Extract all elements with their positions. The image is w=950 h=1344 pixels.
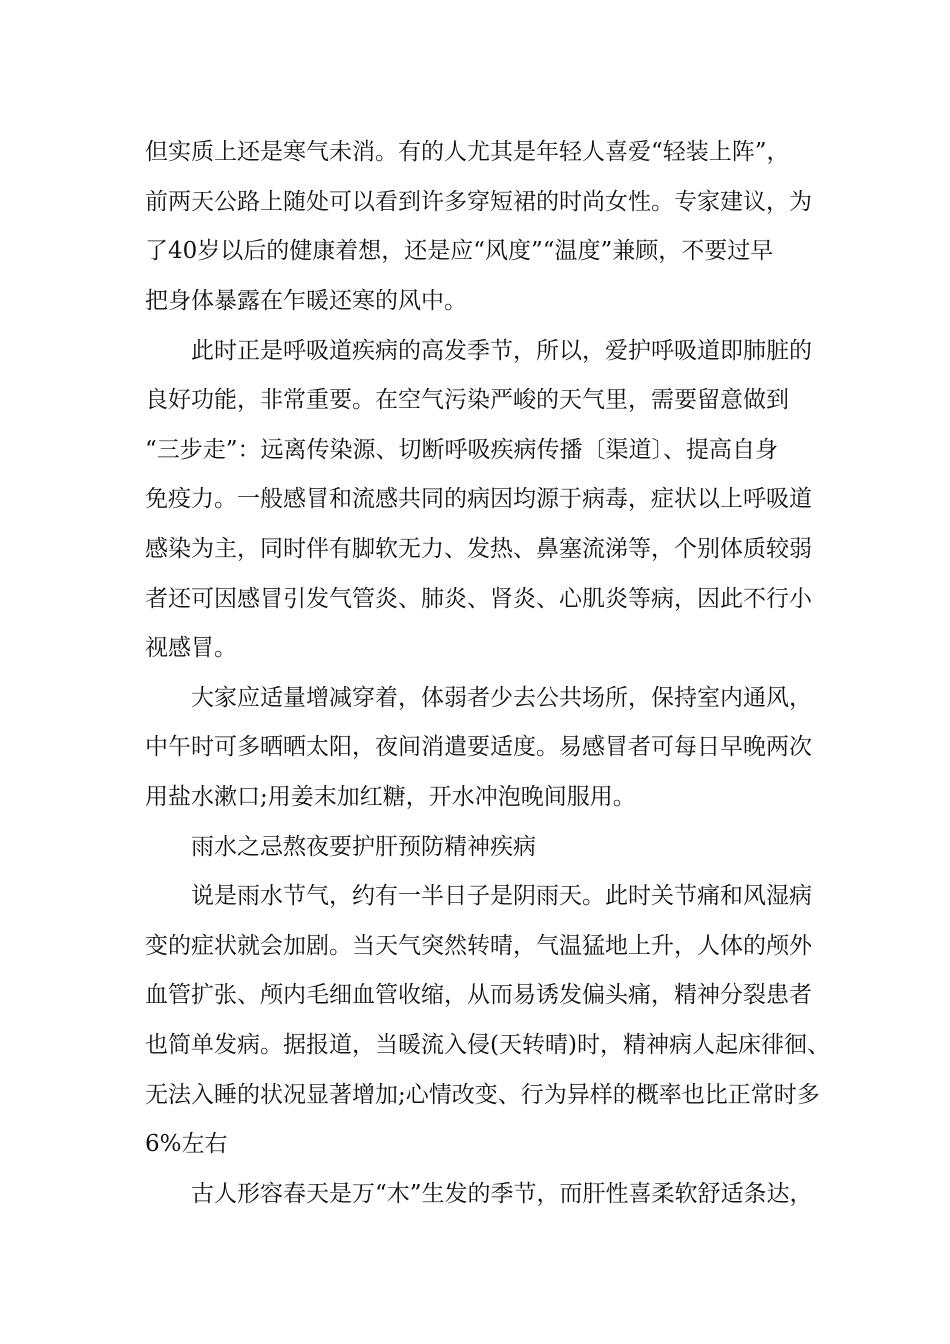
text-line: 者还可因感冒引发气管炎、肺炎、肾炎、心肌炎等病，因此不行小 [145, 586, 812, 612]
text-line: 变的症状就会加剧。当天气突然转晴，气温猛地上升，人体的颅外 [145, 933, 812, 959]
text-line: 免疫力。一般感冒和流感共同的病因均源于病毒，症状以上呼吸道 [145, 486, 812, 512]
text-line: 把身体暴露在乍暖还寒的风中。 [145, 288, 467, 314]
paragraph-start-line: 此时正是呼吸道疾病的高发季节，所以，爱护呼吸道即肺脏的 [191, 338, 812, 364]
text-line: 血管扩张、颅内毛细血管收缩，从而易诱发偏头痛，精神分裂患者 [145, 982, 812, 1008]
text-line: 良好功能，非常重要。在空气污染严峻的天气里，需要留意做到 [145, 387, 789, 413]
text-line: 也简单发病。据报道，当暖流入侵(天转晴)时，精神病人起床徘徊、 [145, 1032, 830, 1058]
text-line: 了40岁以后的健康着想，还是应“风度”“温度”兼顾，不要过早 [145, 238, 774, 264]
paragraph-start-line: 古人形容春天是万“木”生发的季节，而肝性喜柔软舒适条达， [191, 1181, 813, 1207]
paragraph-start-line: 大家应适量增减穿着，体弱者少去公共场所，保持室内通风， [191, 685, 812, 711]
text-line: 无法入睡的状况显著增加;心情改变、行为异样的概率也比正常时多 [145, 1082, 820, 1108]
text-line: 中午时可多晒晒太阳，夜间消遣要适度。易感冒者可每日早晚两次 [145, 734, 812, 760]
text-line: 视感冒。 [145, 635, 237, 661]
text-line: 感染为主，同时伴有脚软无力、发热、鼻塞流涕等，个别体质较弱 [145, 536, 812, 562]
paragraph-start-line: 说是雨水节气，约有一半日子是阴雨天。此时关节痛和风湿病 [191, 883, 812, 909]
text-line: “三步走”：远离传染源、切断呼吸疾病传播〔渠道〕、提高自身 [145, 437, 779, 463]
text-line: 前两天公路上随处可以看到许多穿短裙的时尚女性。专家建议，为 [145, 189, 812, 215]
text-line: 用盐水漱口;用姜末加红糖，开水冲泡晚间服用。 [145, 784, 636, 810]
text-line: 6%左右 [145, 1131, 228, 1157]
section-heading: 雨水之忌熬夜要护肝预防精神疾病 [191, 834, 536, 860]
text-line: 但实质上还是寒气未消。有的人尤其是年轻人喜爱“轻装上阵”， [145, 139, 790, 165]
